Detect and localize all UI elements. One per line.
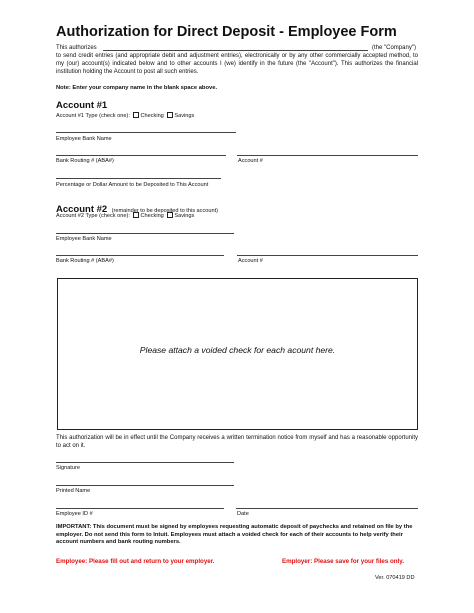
account1-bank-name-field[interactable] <box>56 132 236 133</box>
account2-savings-checkbox[interactable] <box>167 212 173 218</box>
employee-id-label: Employee ID # <box>56 511 93 517</box>
company-note: Note: Enter your company name in the blank space above. <box>56 85 218 91</box>
account2-account-label: Account # <box>238 258 263 264</box>
intro-first-words: This authorizes <box>56 45 97 51</box>
printed-name-label: Printed Name <box>56 488 91 494</box>
company-tag: (the "Company") <box>372 45 416 51</box>
account2-bank-name-field[interactable] <box>56 233 234 234</box>
account1-savings-checkbox[interactable] <box>167 112 173 118</box>
account1-type-label: Account #1 Type (check one): <box>56 113 130 119</box>
account1-checking-checkbox[interactable] <box>133 112 139 118</box>
account2-heading-note: (remainder to be deposited to this account) <box>111 208 219 214</box>
account1-amount-field[interactable] <box>56 178 221 179</box>
form-title: Authorization for Direct Deposit - Employee Form <box>56 24 397 40</box>
account2-savings-label: Savings <box>174 213 195 219</box>
authorization-text: This authorization will be in effect until the Company receives a written termination notice from myself and has a reasonable opportunity to act on it. <box>56 435 418 450</box>
account1-heading: Account #1 <box>56 100 108 111</box>
date-label: Date <box>237 511 249 517</box>
account1-routing-label: Bank Routing # (ABA#) <box>56 158 114 164</box>
account2-type-row <box>56 212 194 219</box>
date-field[interactable] <box>236 508 418 509</box>
account1-routing-field[interactable] <box>56 155 226 156</box>
signature-field[interactable] <box>56 462 234 463</box>
account2-checking-checkbox[interactable] <box>133 212 139 218</box>
account2-type-label: Account #2 Type (check one): <box>56 213 130 219</box>
account1-type-row <box>56 112 194 119</box>
intro-body: to send credit entries (and appropriate debit and adjustment entries), electronically or by any other commercially accepted method, to my (our) account(s) indicated below and to other accounts I (we) identify in the future (the "Account"). This authorizes the financial institution holding the Account to post all such entries. <box>56 53 418 76</box>
company-name-field[interactable] <box>103 50 368 51</box>
account2-account-field[interactable] <box>237 255 418 256</box>
account2-routing-field[interactable] <box>56 255 224 256</box>
account1-amount-label: Percentage or Dollar Amount to be Deposited to This Account <box>56 182 209 188</box>
account2-bank-name-label: Employee Bank Name <box>56 236 112 242</box>
account1-account-label: Account # <box>238 158 263 164</box>
account1-account-field[interactable] <box>237 155 418 156</box>
account1-bank-name-label: Employee Bank Name <box>56 136 112 142</box>
employee-id-field[interactable] <box>56 508 224 509</box>
printed-name-field[interactable] <box>56 485 234 486</box>
account2-heading: Account #2 <box>56 204 108 215</box>
voided-check-instruction: Please attach a voided check for each acount here. <box>139 345 336 355</box>
account2-checking-label: Checking <box>140 213 164 219</box>
account1-checking-label: Checking <box>140 113 164 119</box>
version-label: Ver. 070419 DD <box>375 575 415 581</box>
account2-routing-label: Bank Routing # (ABA#) <box>56 258 114 264</box>
employer-instruction: Employer: Please save for your files only. <box>282 558 404 565</box>
account1-savings-label: Savings <box>174 113 195 119</box>
signature-label: Signature <box>56 465 80 471</box>
important-notice: IMPORTANT: This document must be signed by employees requesting automatic deposit of paychecks and retained on file by the employer. Do not send this form to Intuit. Employees must attach a voided check for each of their accounts to help verify their account numbers and bank routing numbers. <box>56 524 413 546</box>
employee-instruction: Employee: Please fill out and return to your employer. <box>56 558 215 565</box>
